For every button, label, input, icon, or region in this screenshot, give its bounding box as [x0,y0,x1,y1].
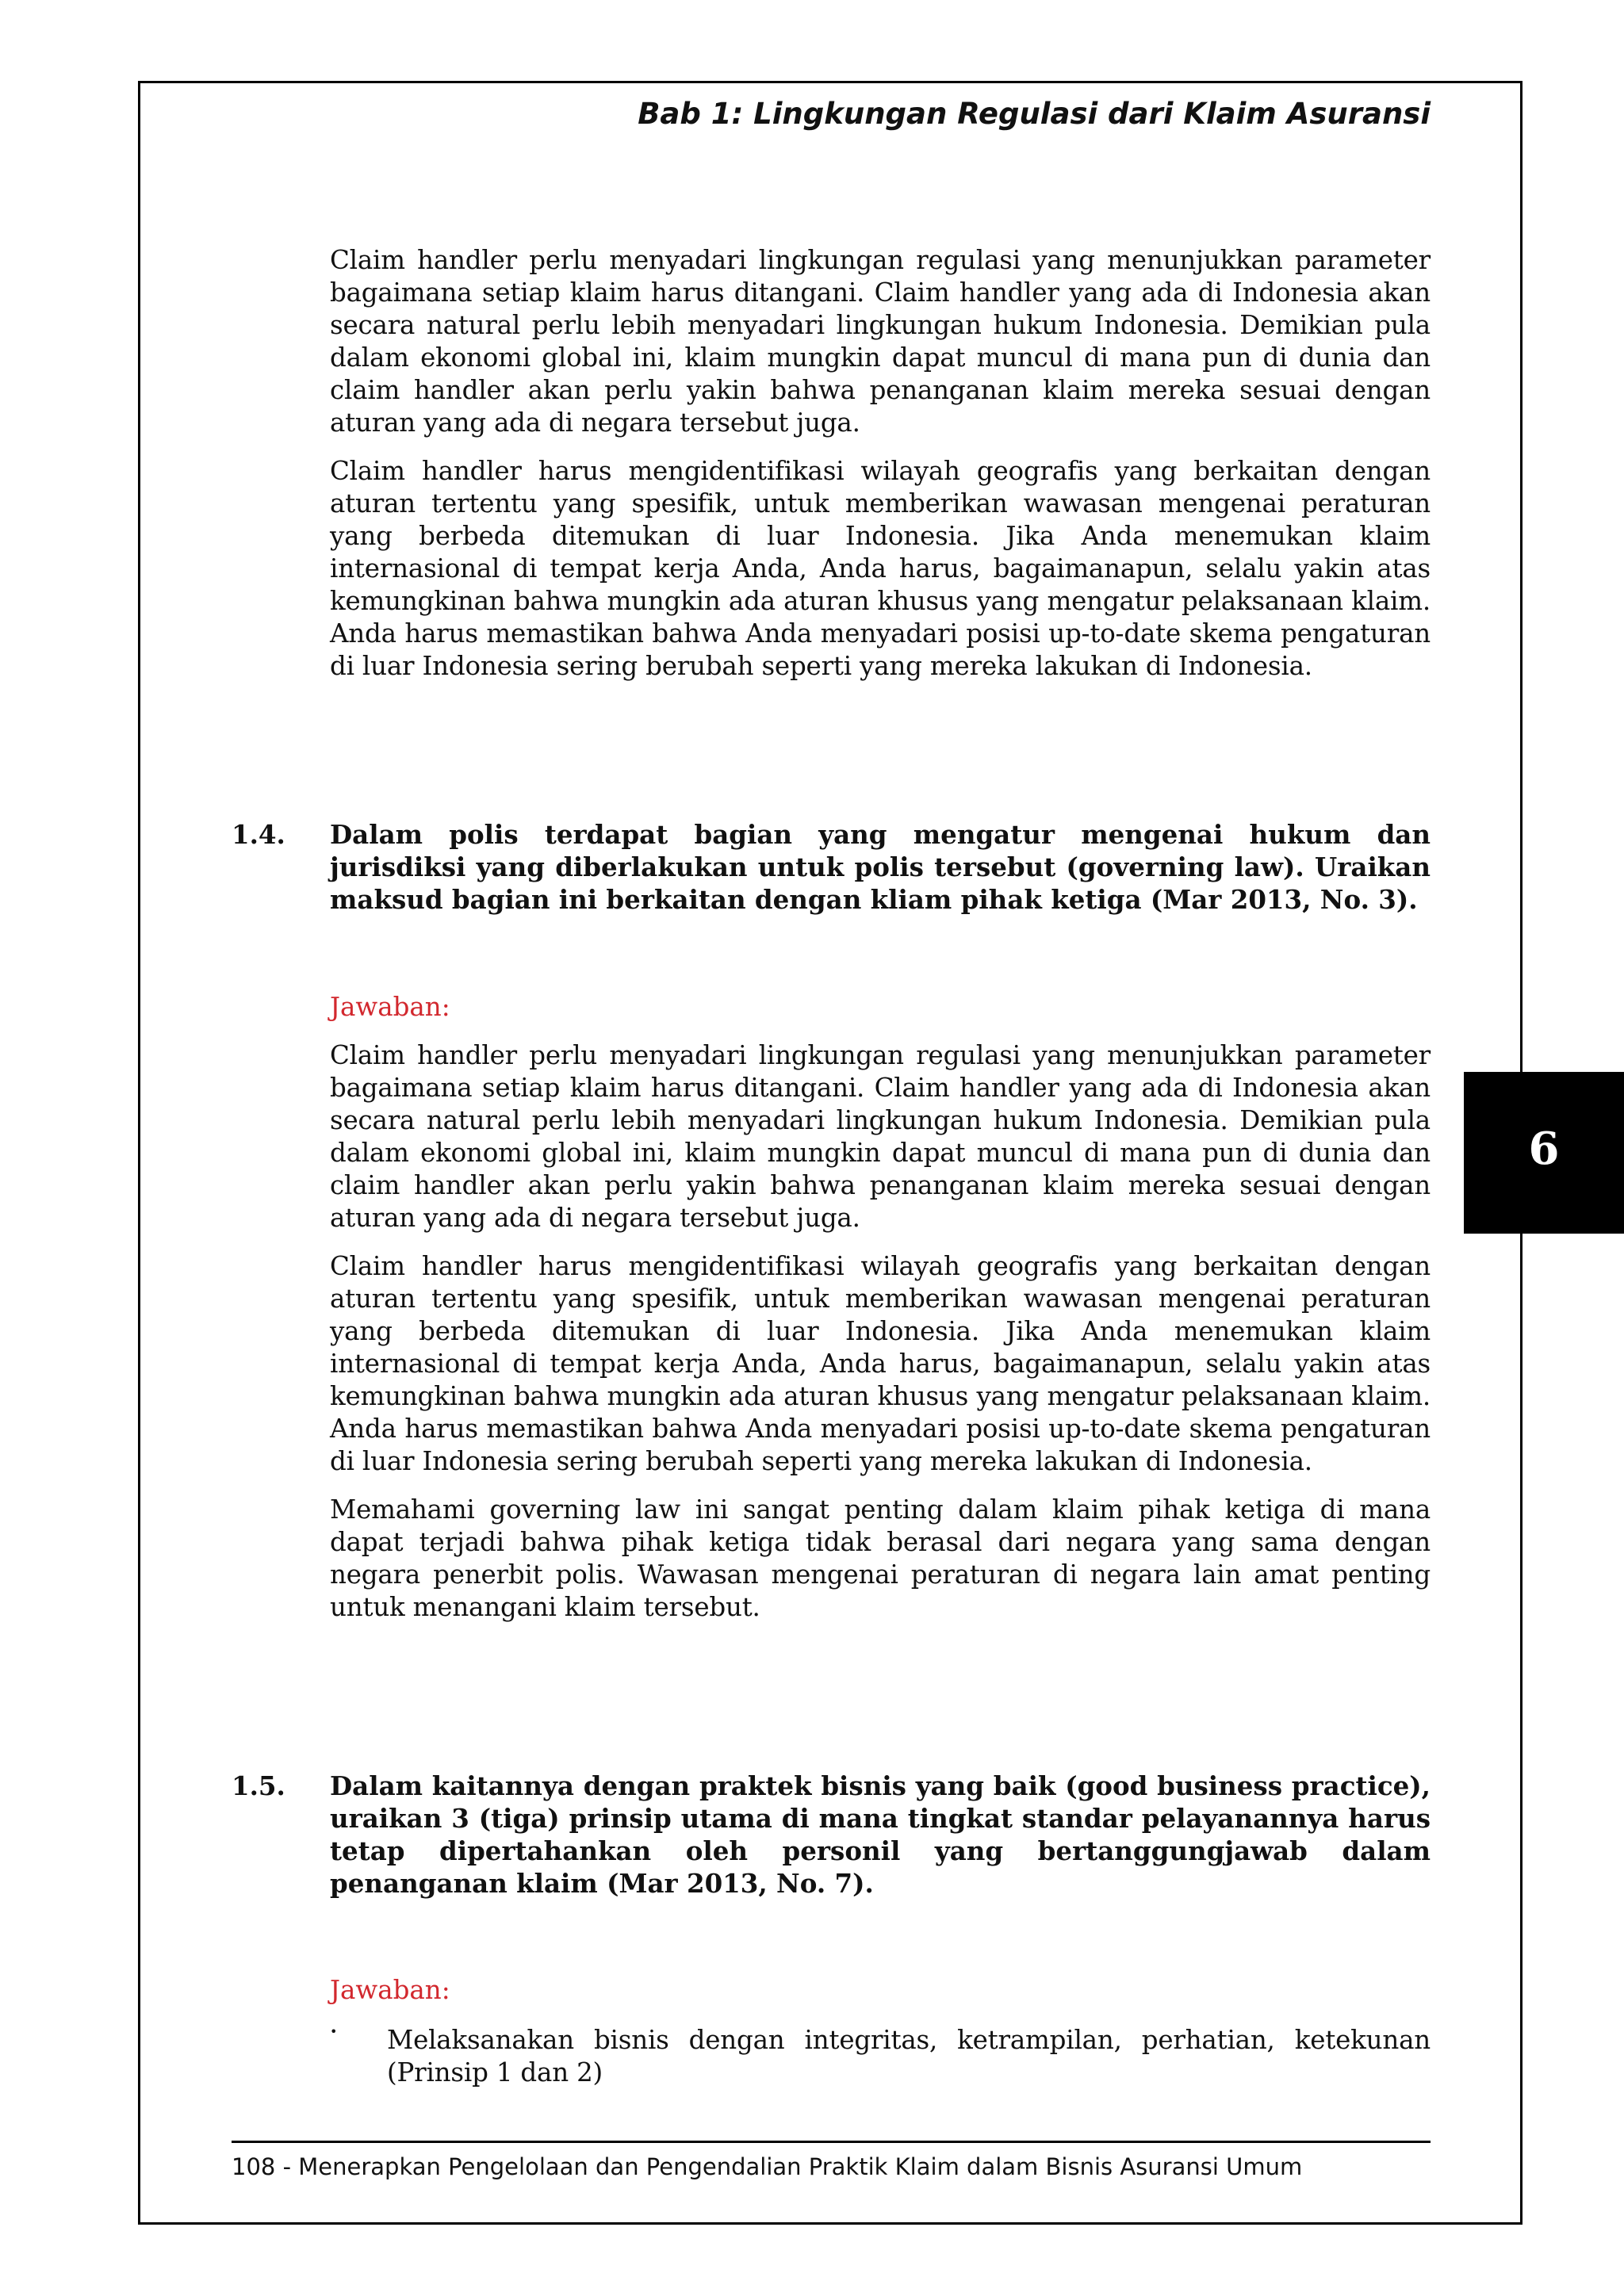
footer-divider [232,2141,1431,2143]
chapter-header: Bab 1: Lingkungan Regulasi dari Klaim Asuransi [638,97,1431,131]
chapter-tab-label: 6 [1528,1123,1560,1175]
intro-paragraph-2: Claim handler harus mengidentifikasi wilayah geografis yang berkaitan dengan aturan tertentu yang spesifik, untuk memberikan wawasan mengenai peraturan yang berbeda ditemukan di luar Indonesia. Jika Anda menemukan klaim internasional di tempat kerja Anda, Anda harus, bagaimanapun, selalu yakin atas kemungkinan bahwa mungkin ada aturan khusus yang mengatur pelaksanaan klaim. Anda harus memastikan bahwa Anda menyadari posisi up-to-date skema pengaturan di luar Indonesia sering berubah seperti yang mereka lakukan di Indonesia. [330,456,1431,681]
question-text: Dalam polis terdapat bagian yang mengatur mengenai hukum dan jurisdiksi yang diberlakukan untuk polis tersebut (governing law). Uraikan maksud bagian ini berkaitan dengan kliam pihak ketiga (Mar 2013, No. 3). [330,819,1431,915]
intro-paragraph-1: Claim handler perlu menyadari lingkungan regulasi yang menunjukkan parameter bagaimana setiap klaim harus ditangani. Claim handler yang ada di Indonesia akan secara natural perlu lebih menyadari lingkungan hukum Indonesia. Demikian pula dalam ekonomi global ini, klaim mungkin dapat muncul di mana pun di dunia dan claim handler akan perlu yakin bahwa penanganan klaim mereka sesuai dengan aturan yang ada di negara tersebut juga. [330,245,1431,438]
question-number: 1.5. [232,1770,285,1801]
question-1-4 [232,818,1431,916]
answer-1-4 [330,991,1431,1624]
answer-paragraph-2: Claim handler harus mengidentifikasi wilayah geografis yang berkaitan dengan aturan tertentu yang spesifik, untuk memberikan wawasan mengenai peraturan yang berbeda ditemukan di luar Indonesia. Jika Anda menemukan klaim internasional di tempat kerja Anda, Anda harus, bagaimanapun, selalu yakin atas kemungkinan bahwa mungkin ada aturan khusus yang mengatur pelaksanaan klaim. Anda harus memastikan bahwa Anda menyadari posisi up-to-date skema pengaturan di luar Indonesia sering berubah seperti yang mereka lakukan di Indonesia. [330,1251,1431,1476]
bullet-item [330,2024,1431,2089]
answer-label: Jawaban: [330,1975,450,2005]
answer-1-5 [330,1974,1431,2089]
answer-label: Jawaban: [330,992,450,1022]
page-footer: 108 - Menerapkan Pengelolaan dan Pengendalian Praktik Klaim dalam Bisnis Asuransi Umum [232,2153,1303,2180]
question-1-5 [232,1770,1431,1900]
answer-paragraph-1: Claim handler perlu menyadari lingkungan regulasi yang menunjukkan parameter bagaimana setiap klaim harus ditangani. Claim handler yang ada di Indonesia akan secara natural perlu lebih menyadari lingkungan hukum Indonesia. Demikian pula dalam ekonomi global ini, klaim mungkin dapat muncul di mana pun di dunia dan claim handler akan perlu yakin bahwa penanganan klaim mereka sesuai dengan aturan yang ada di negara tersebut juga. [330,1040,1431,1233]
question-text: Dalam kaitannya dengan praktek bisnis yang baik (good business practice), uraikan 3 (tiga) prinsip utama di mana tingkat standar pelayanannya harus tetap dipertahankan oleh personil yang bertanggungjawab dalam penanganan klaim (Mar 2013, No. 7). [330,1770,1431,1899]
bullet-text: Melaksanakan bisnis dengan integritas, ketrampilan, perhatian, ketekunan (Prinsip 1 dan 2) [387,2025,1431,2087]
answer-paragraph-3: Memahami governing law ini sangat penting dalam klaim pihak ketiga di mana dapat terjadi bahwa pihak ketiga tidak berasal dari negara yang sama dengan negara penerbit polis. Wawasan mengenai peraturan di negara lain amat penting untuk menangani klaim tersebut. [330,1494,1431,1622]
bullet-dot-icon: • [330,2024,338,2039]
intro-section [330,244,1431,683]
question-number: 1.4. [232,819,285,850]
chapter-tab [1464,1072,1624,1234]
